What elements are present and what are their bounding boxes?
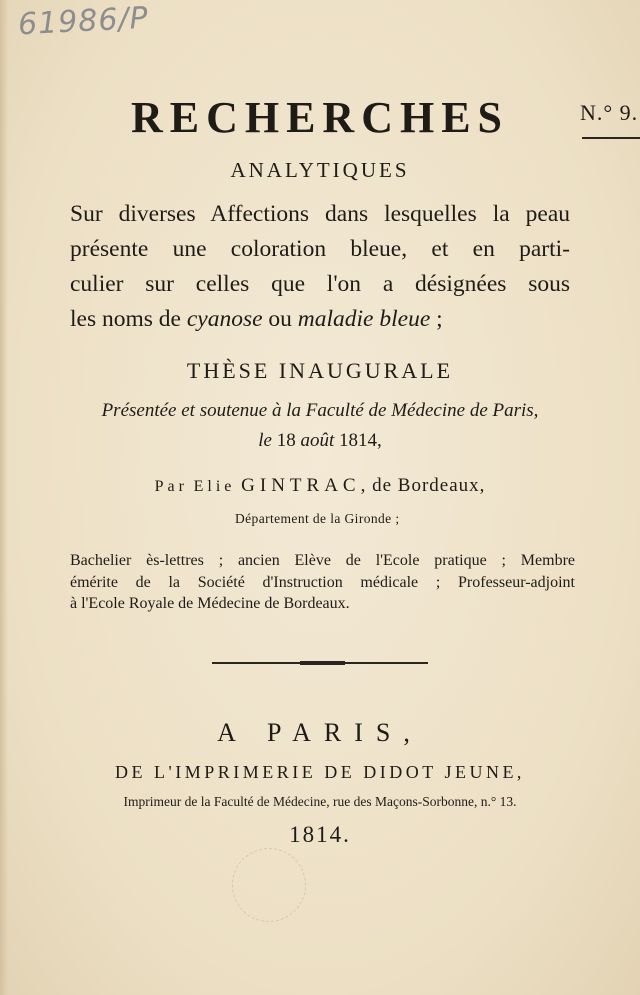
printer: DE L'IMPRIMERIE DE DIDOT JEUNE, [115, 762, 525, 782]
description [70, 197, 570, 337]
term-maladie-bleue: maladie bleue [297, 306, 431, 332]
credentials-line: émérite de la Société d'Instruction médicale ; Professeur-adjoint [70, 573, 575, 591]
document-number: N.° 9. [580, 100, 639, 125]
defense-date: le 18 août 1814, [258, 430, 382, 451]
main-title: RECHERCHES [130, 93, 510, 142]
these-heading: THÈSE INAUGURALE [186, 358, 454, 383]
ornamental-rule-center [300, 661, 345, 665]
subtitle: ANALYTIQUES [230, 158, 410, 182]
description-line: culier sur celles que l'on a désignées sous [70, 271, 570, 297]
term-cyanose: cyanose [186, 306, 263, 332]
publication-year: 1814. [289, 822, 351, 847]
presentation-line: Présentée et soutenue à la Faculté de Médecine de Paris, [101, 400, 539, 421]
credentials-line: Bachelier ès-lettres ; ancien Elève de l'Ecole pratique ; Membre [70, 552, 575, 569]
author-line: Par Elie GINTRAC, de Bordeaux, [154, 475, 486, 496]
author-surname: GINTRAC [241, 475, 361, 496]
city: A PARIS, [217, 718, 423, 747]
department: Département de la Gironde ; [235, 511, 400, 526]
description-line: Sur diverses Affections dans lesquelles la peau [70, 201, 570, 227]
library-stamp [232, 848, 306, 922]
credentials-line: à l'Ecole Royale de Médecine de Bordeaux. [70, 595, 350, 612]
description-line: présente une coloration bleue, et en parti- [70, 236, 570, 262]
credentials [70, 550, 575, 615]
shelfmark: 61986/P [17, 0, 150, 43]
printer-address: Imprimeur de la Faculté de Médecine, rue des Maçons-Sorbonne, n.° 13. [123, 794, 517, 809]
description-line: les noms de cyanose ou maladie bleue ; [70, 306, 443, 332]
